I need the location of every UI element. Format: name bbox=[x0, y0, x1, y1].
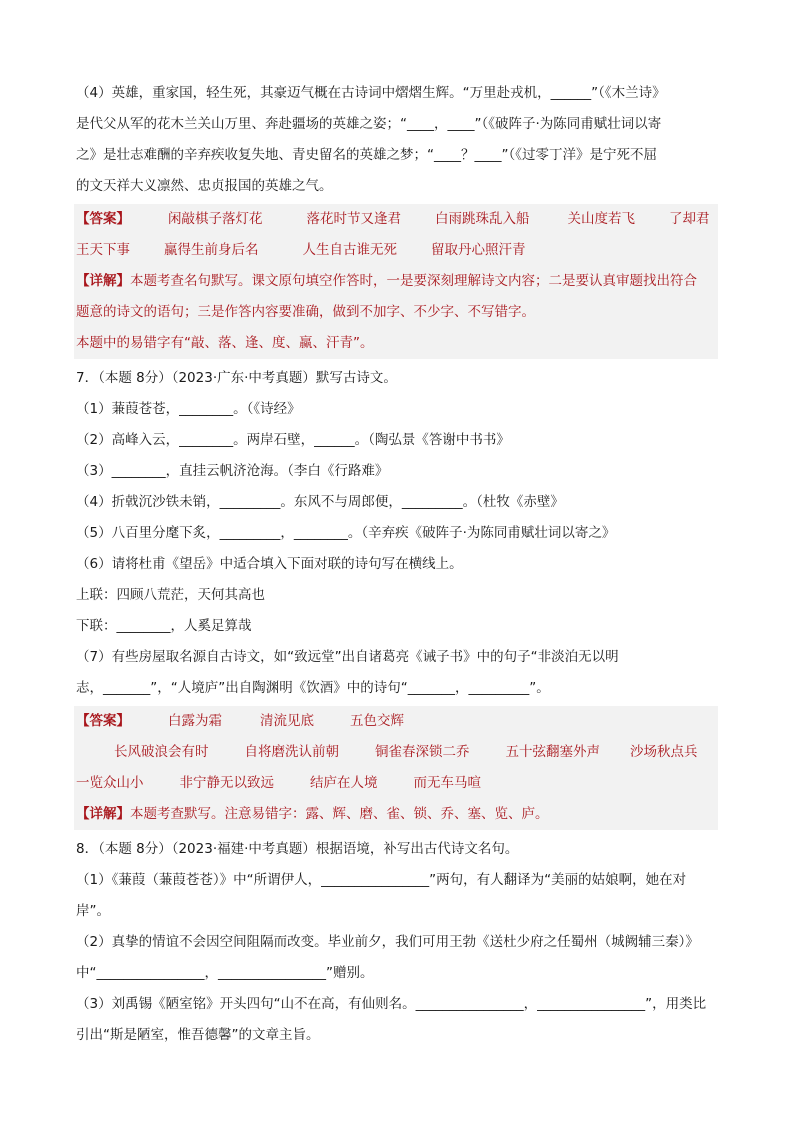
answer-row bbox=[76, 706, 716, 737]
text-line: 志，_______”，“人境庐”出自陶渊明《饮酒》中的诗句“_______，_________”。 bbox=[76, 680, 550, 696]
text-line: （7）有些房屋取名源自古诗文，如“致远堂”出自诸葛亮《诫子书》中的句子“非淡泊无以明 bbox=[76, 649, 619, 665]
answer-item: 留取丹心照汗青 bbox=[431, 242, 526, 258]
text-line: （4）折戟沉沙铁未销，_________。东风不与周郎便，_________。（杜牧《赤壁》 bbox=[76, 494, 564, 510]
text-line: （1）《蒹葭（蒹葭苍苍）》中“所谓伊人，________________”两句，有人翻译为“美丽的姑娘啊，她在对 bbox=[76, 872, 687, 888]
text-line: （3）________，直挂云帆济沧海。（李白《行路难》 bbox=[76, 463, 389, 479]
answer-item: 了却君 bbox=[669, 211, 710, 227]
answer-item: 落花时节又逢君 bbox=[306, 211, 401, 227]
text-line: 的文天祥大义凛然、忠贞报国的英雄之气。 bbox=[76, 178, 333, 194]
text-line: 上联：四顾八荒茫，天何其高也 bbox=[76, 587, 265, 603]
detail-text: 本题考查名句默写。课文原句填空作答时，一是要深刻理解诗文内容；二是要认真审题找出符合 bbox=[130, 273, 697, 289]
text-line: （4）英雄，重家国，轻生死，其豪迈气概在古诗词中熠熠生辉。“万里赴戎机，______”（《木兰诗》 bbox=[76, 85, 666, 101]
question-8 bbox=[76, 834, 718, 1051]
text-line: 中“________________，________________”赠别。 bbox=[76, 965, 374, 981]
question-header: 8．（本题 8分）（2023·福建·中考真题）根据语境，补写出古代诗文名句。 bbox=[76, 841, 519, 857]
answer-item: 一览众山小 bbox=[76, 775, 144, 791]
answer-item: 长风破浪会有时 bbox=[114, 744, 209, 760]
answer-item: 清流见底 bbox=[260, 713, 314, 729]
detail-row bbox=[76, 799, 716, 830]
answer-item: 沙场秋点兵 bbox=[630, 744, 698, 760]
answer-item: 自将磨洗认前朝 bbox=[244, 744, 339, 760]
answer-item: 白露为霜 bbox=[168, 713, 222, 729]
answer-label: 【答案】 bbox=[76, 211, 130, 227]
answer-item: 结庐在人境 bbox=[310, 775, 378, 791]
answer-item: 关山度若飞 bbox=[567, 211, 635, 227]
answer-box-q7 bbox=[74, 706, 718, 830]
text-line: （1）蒹葭苍苍，________。（《诗经》 bbox=[76, 401, 301, 417]
answer-item: 五十弦翻塞外声 bbox=[505, 744, 600, 760]
answer-item: 闲敲棋子落灯花 bbox=[168, 211, 263, 227]
answer-item: 王天下事 bbox=[76, 242, 130, 258]
answer-row bbox=[76, 768, 716, 799]
question-7 bbox=[76, 363, 718, 704]
text-line: 下联：________，人奚足算哉 bbox=[76, 618, 252, 634]
text-line: （2）高峰入云，________。两岸石壁，______。（陶弘景《答谢中书书》 bbox=[76, 432, 510, 448]
text-line: （2）真挚的情谊不会因空间阻隔而改变。毕业前夕，我们可用王勃《送杜少府之任蜀州（城阙辅三秦）》 bbox=[76, 934, 699, 950]
text-line: 岸”。 bbox=[76, 903, 110, 919]
answer-row bbox=[76, 235, 716, 266]
answer-item: 而无车马喧 bbox=[413, 775, 481, 791]
detail-text: 题意的诗文的语句；三是作答内容要准确，做到不加字、不少字、不写错字。 bbox=[76, 304, 535, 320]
answer-item: 白雨跳珠乱入船 bbox=[435, 211, 530, 227]
answer-item: 非宁静无以致远 bbox=[179, 775, 274, 791]
question-header: 7．（本题 8分）（2023·广东·中考真题）默写古诗文。 bbox=[76, 370, 397, 386]
detail-label: 【详解】 bbox=[76, 273, 130, 289]
answer-label: 【答案】 bbox=[76, 713, 130, 729]
exam-page bbox=[76, 78, 718, 1051]
answer-item: 铜雀春深锁二乔 bbox=[375, 744, 470, 760]
detail-row bbox=[76, 266, 716, 297]
answer-item: 人生自古谁无死 bbox=[302, 242, 397, 258]
detail-text: 本题中的易错字有“敲、落、逢、度、赢、汗青”。 bbox=[76, 335, 374, 351]
detail-label: 【详解】 bbox=[76, 806, 130, 822]
answer-box-q6 bbox=[74, 204, 718, 359]
text-line: 之》是壮志难酬的辛弃疾收复失地、青史留名的英雄之梦；“____？____”（《过零丁洋》是宁死不屈 bbox=[76, 147, 657, 163]
question-6-part-4 bbox=[76, 78, 718, 202]
text-line: （3）刘禹锡《陋室铭》开头四句“山不在高，有仙则名。________________，________________”，用类比 bbox=[76, 996, 707, 1012]
detail-text: 本题考查默写。注意易错字：露、辉、磨、雀、锁、乔、塞、览、庐。 bbox=[130, 806, 549, 822]
text-line: 是代父从军的花木兰关山万里、奔赴疆场的英雄之姿；“____，____”（《破阵子·为陈同甫赋壮词以寄 bbox=[76, 116, 662, 132]
text-line: 引出“斯是陋室，惟吾德馨”的文章主旨。 bbox=[76, 1027, 320, 1043]
answer-item: 赢得生前身后名 bbox=[164, 242, 259, 258]
answer-item: 五色交辉 bbox=[350, 713, 404, 729]
answer-row bbox=[76, 737, 716, 768]
answer-row bbox=[76, 204, 716, 235]
text-line: （5）八百里分麾下炙，_________，________。（辛弃疾《破阵子·为陈同甫赋壮词以寄之》 bbox=[76, 525, 616, 541]
text-line: （6）请将杜甫《望岳》中适合填入下面对联的诗句写在横线上。 bbox=[76, 556, 463, 572]
